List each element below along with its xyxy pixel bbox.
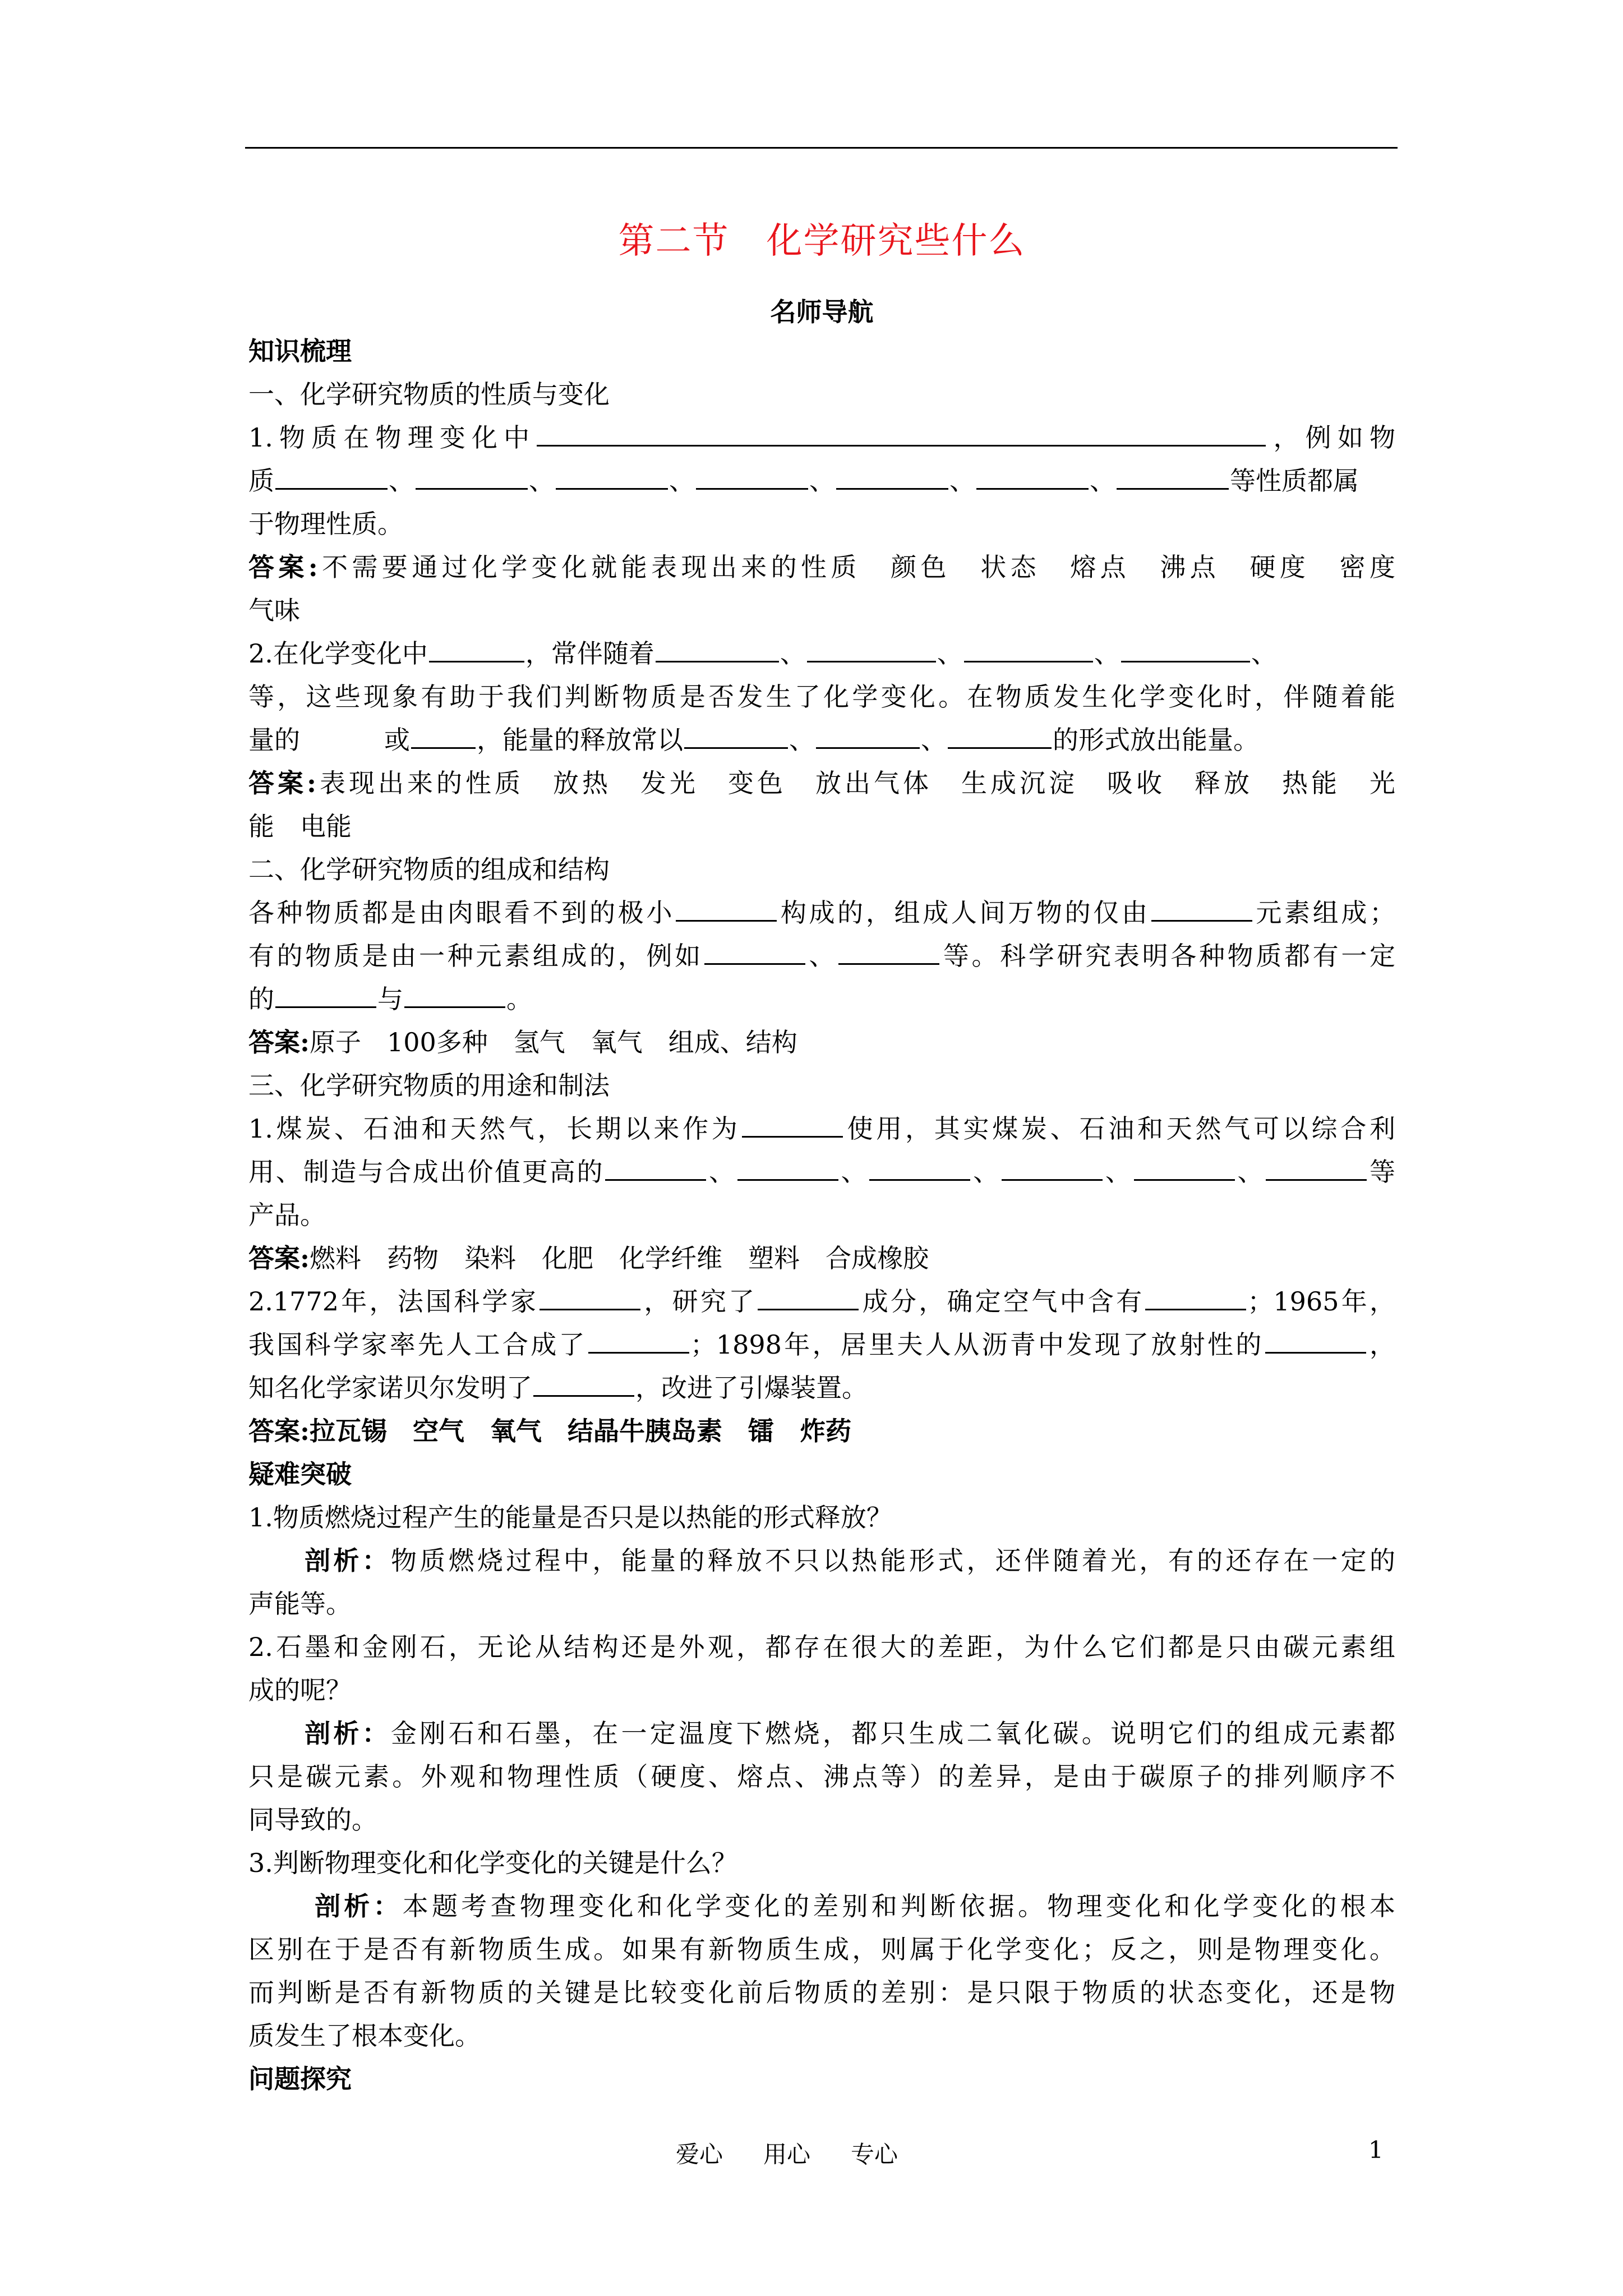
difficult-a3-line-2: 区别在于是否有新物质生成。如果有新物质生成，则属于化学变化；反之，则是物理变化。	[248, 1934, 1395, 1964]
blank[interactable]	[676, 895, 777, 922]
section-heading-3: 三、化学研究物质的用途和制法	[248, 1070, 610, 1101]
header-rule	[245, 147, 1398, 149]
difficult-a1-line-2: 声能等。	[248, 1589, 352, 1619]
blank[interactable]	[1151, 895, 1252, 922]
body-text	[248, 330, 1395, 2101]
answer-3: 答案:原子 100多种 氢气 氧气 组成、结构	[248, 1027, 797, 1057]
blank[interactable]	[816, 723, 920, 749]
section-heading-1: 一、化学研究物质的性质与变化	[248, 379, 610, 409]
section-3-q1-line-3: 产品。	[248, 1200, 326, 1230]
section-heading-2: 二、化学研究物质的组成和结构	[248, 854, 610, 885]
section-heading-difficult: 疑难突破	[248, 1459, 352, 1489]
blank[interactable]	[1265, 1327, 1366, 1354]
analysis-label: 剖析：	[305, 1718, 391, 1749]
blank[interactable]	[588, 1327, 689, 1354]
blank[interactable]	[742, 1111, 843, 1138]
section-3-q1-line-1: 1.煤炭、石油和天然气，长期以来作为 使用，其实煤炭、石油和天然气可以综合利	[248, 1107, 1395, 1151]
question-1-line-2: 质 、 、 、 、 、 、 等性质都属	[248, 459, 1395, 503]
difficult-a2-line-1: 剖析：金刚石和石墨，在一定温度下燃烧，都只生成二氧化碳。说明它们的组成元素都	[305, 1718, 1396, 1749]
section-2-line-2: 有的物质是由一种元素组成的，例如 、 等。科学研究表明各种物质都有一定	[248, 935, 1395, 978]
answer-label: 答案:	[248, 552, 318, 582]
difficult-a3-line-1: 剖析：本题考查物理变化和化学变化的差别和判断依据。物理变化和化学变化的根本	[315, 1891, 1395, 1921]
difficult-a1-line-1: 剖析：物质燃烧过程中，能量的释放不只以热能形式，还伴随着光，有的还存在一定的	[305, 1545, 1396, 1576]
blank[interactable]	[429, 636, 524, 662]
section-3-q2-line-2: 我国科学家率先人工合成了 ；1898年，居里夫人从沥青中发现了放射性的 ，	[248, 1323, 1395, 1366]
difficult-a2-line-2: 只是碳元素。外观和物理性质（硬度、熔点、沸点等）的差异，是由于碳原子的排列顺序不	[248, 1761, 1395, 1792]
answer-label: 答案:	[248, 1416, 310, 1446]
answer-2-line-1: 答案:表现出来的性质 放热 发光 变色 放出气体 生成沉淀 吸收 释放 热能 光	[248, 768, 1395, 798]
answer-label: 答案:	[248, 768, 316, 798]
blank[interactable]	[1145, 1284, 1246, 1310]
blank[interactable]	[869, 1154, 970, 1181]
question-2-line-3: 量的 或 ，能量的释放常以 、 、 的形式放出能量。	[248, 719, 1395, 762]
blank[interactable]	[404, 982, 505, 1008]
answer-label: 答案:	[248, 1243, 310, 1273]
difficult-a3-line-4: 质发生了根本变化。	[248, 2021, 481, 2051]
blank[interactable]	[948, 723, 1052, 749]
question-1-line-3: 于物理性质。	[248, 509, 403, 539]
blank[interactable]	[684, 723, 788, 749]
section-2-line-1: 各种物质都是由肉眼看不到的极小 构成的，组成人间万物的仅由 元素组成；	[248, 891, 1395, 935]
question-2-line-1: 2.在化学变化中 ，常伴随着 、 、 、 、	[248, 632, 1395, 675]
blank[interactable]	[1002, 1154, 1103, 1181]
blank[interactable]	[976, 463, 1089, 490]
answer-label: 答案:	[248, 1027, 310, 1057]
answer-5: 答案:拉瓦锡 空气 氧气 结晶牛胰岛素 镭 炸药	[248, 1416, 851, 1446]
blank[interactable]	[807, 636, 936, 662]
blank[interactable]	[556, 463, 668, 490]
answer-4: 答案:燃料 药物 染料 化肥 化学纤维 塑料 合成橡胶	[248, 1243, 929, 1273]
section-heading-knowledge: 知识梳理	[248, 336, 352, 366]
analysis-label: 剖析：	[315, 1891, 403, 1921]
section-3-q2-line-3: 知名化学家诺贝尔发明了 ，改进了引爆装置。	[248, 1366, 1395, 1410]
blank[interactable]	[704, 938, 805, 965]
difficult-q1: 1.物质燃烧过程产生的能量是否只是以热能的形式释放？	[248, 1502, 892, 1533]
difficult-a2-line-3: 同导致的。	[248, 1805, 377, 1835]
blank[interactable]	[1121, 636, 1250, 662]
section-3-q2-line-1: 2.1772年，法国科学家 ，研究了 成分，确定空气中含有 ；1965年，	[248, 1280, 1395, 1323]
answer-1-line-2: 气味	[248, 595, 300, 625]
difficult-q2-line-2: 成的呢？	[248, 1675, 352, 1705]
blank[interactable]	[540, 1284, 640, 1310]
blank[interactable]	[411, 723, 476, 749]
blank[interactable]	[836, 463, 948, 490]
blank[interactable]	[275, 982, 376, 1008]
blank[interactable]	[696, 463, 808, 490]
blank[interactable]	[964, 636, 1093, 662]
page-subtitle: 名师导航	[770, 297, 874, 327]
blank[interactable]	[1117, 463, 1229, 490]
answer-2-line-2: 能 电能	[248, 811, 352, 841]
difficult-q3: 3.判断物理变化和化学变化的关键是什么？	[248, 1848, 737, 1878]
section-heading-explore: 问题探究	[248, 2064, 352, 2094]
blank[interactable]	[533, 1370, 634, 1397]
blank[interactable]	[275, 463, 388, 490]
blank[interactable]	[605, 1154, 706, 1181]
blank[interactable]	[737, 1154, 838, 1181]
question-1-line-1: 1.物质在物理变化中 ，例如物	[248, 416, 1395, 459]
blank[interactable]	[656, 636, 779, 662]
page-number: 1	[1368, 2136, 1384, 2164]
blank[interactable]	[416, 463, 528, 490]
difficult-q2-line-1: 2.石墨和金刚石，无论从结构还是外观，都存在很大的差距，为什么它们都是只由碳元素组	[248, 1632, 1395, 1662]
analysis-label: 剖析：	[305, 1545, 391, 1576]
answer-1-line-1: 答案:不需要通过化学变化就能表现出来的性质 颜色 状态 熔点 沸点 硬度 密度	[248, 552, 1395, 582]
blank[interactable]	[1134, 1154, 1235, 1181]
page-title: 第二节 化学研究些什么	[618, 220, 1026, 262]
blank[interactable]	[1266, 1154, 1367, 1181]
blank[interactable]	[758, 1284, 859, 1310]
section-3-q1-line-2: 用、制造与合成出价值更高的 、 、 、 、 、 等	[248, 1151, 1395, 1194]
section-2-line-3: 的 与 。	[248, 978, 1395, 1021]
difficult-a3-line-3: 而判断是否有新物质的关键是比较变化前后物质的差别：是只限于物质的状态变化，还是物	[248, 1977, 1395, 2008]
blank[interactable]	[838, 938, 939, 965]
question-2-line-2: 等，这些现象有助于我们判断物质是否发生了化学变化。在物质发生化学变化时，伴随着能	[248, 682, 1395, 712]
blank[interactable]	[537, 420, 1266, 447]
footer-motto: 爱心 用心 专心	[676, 2141, 898, 2168]
